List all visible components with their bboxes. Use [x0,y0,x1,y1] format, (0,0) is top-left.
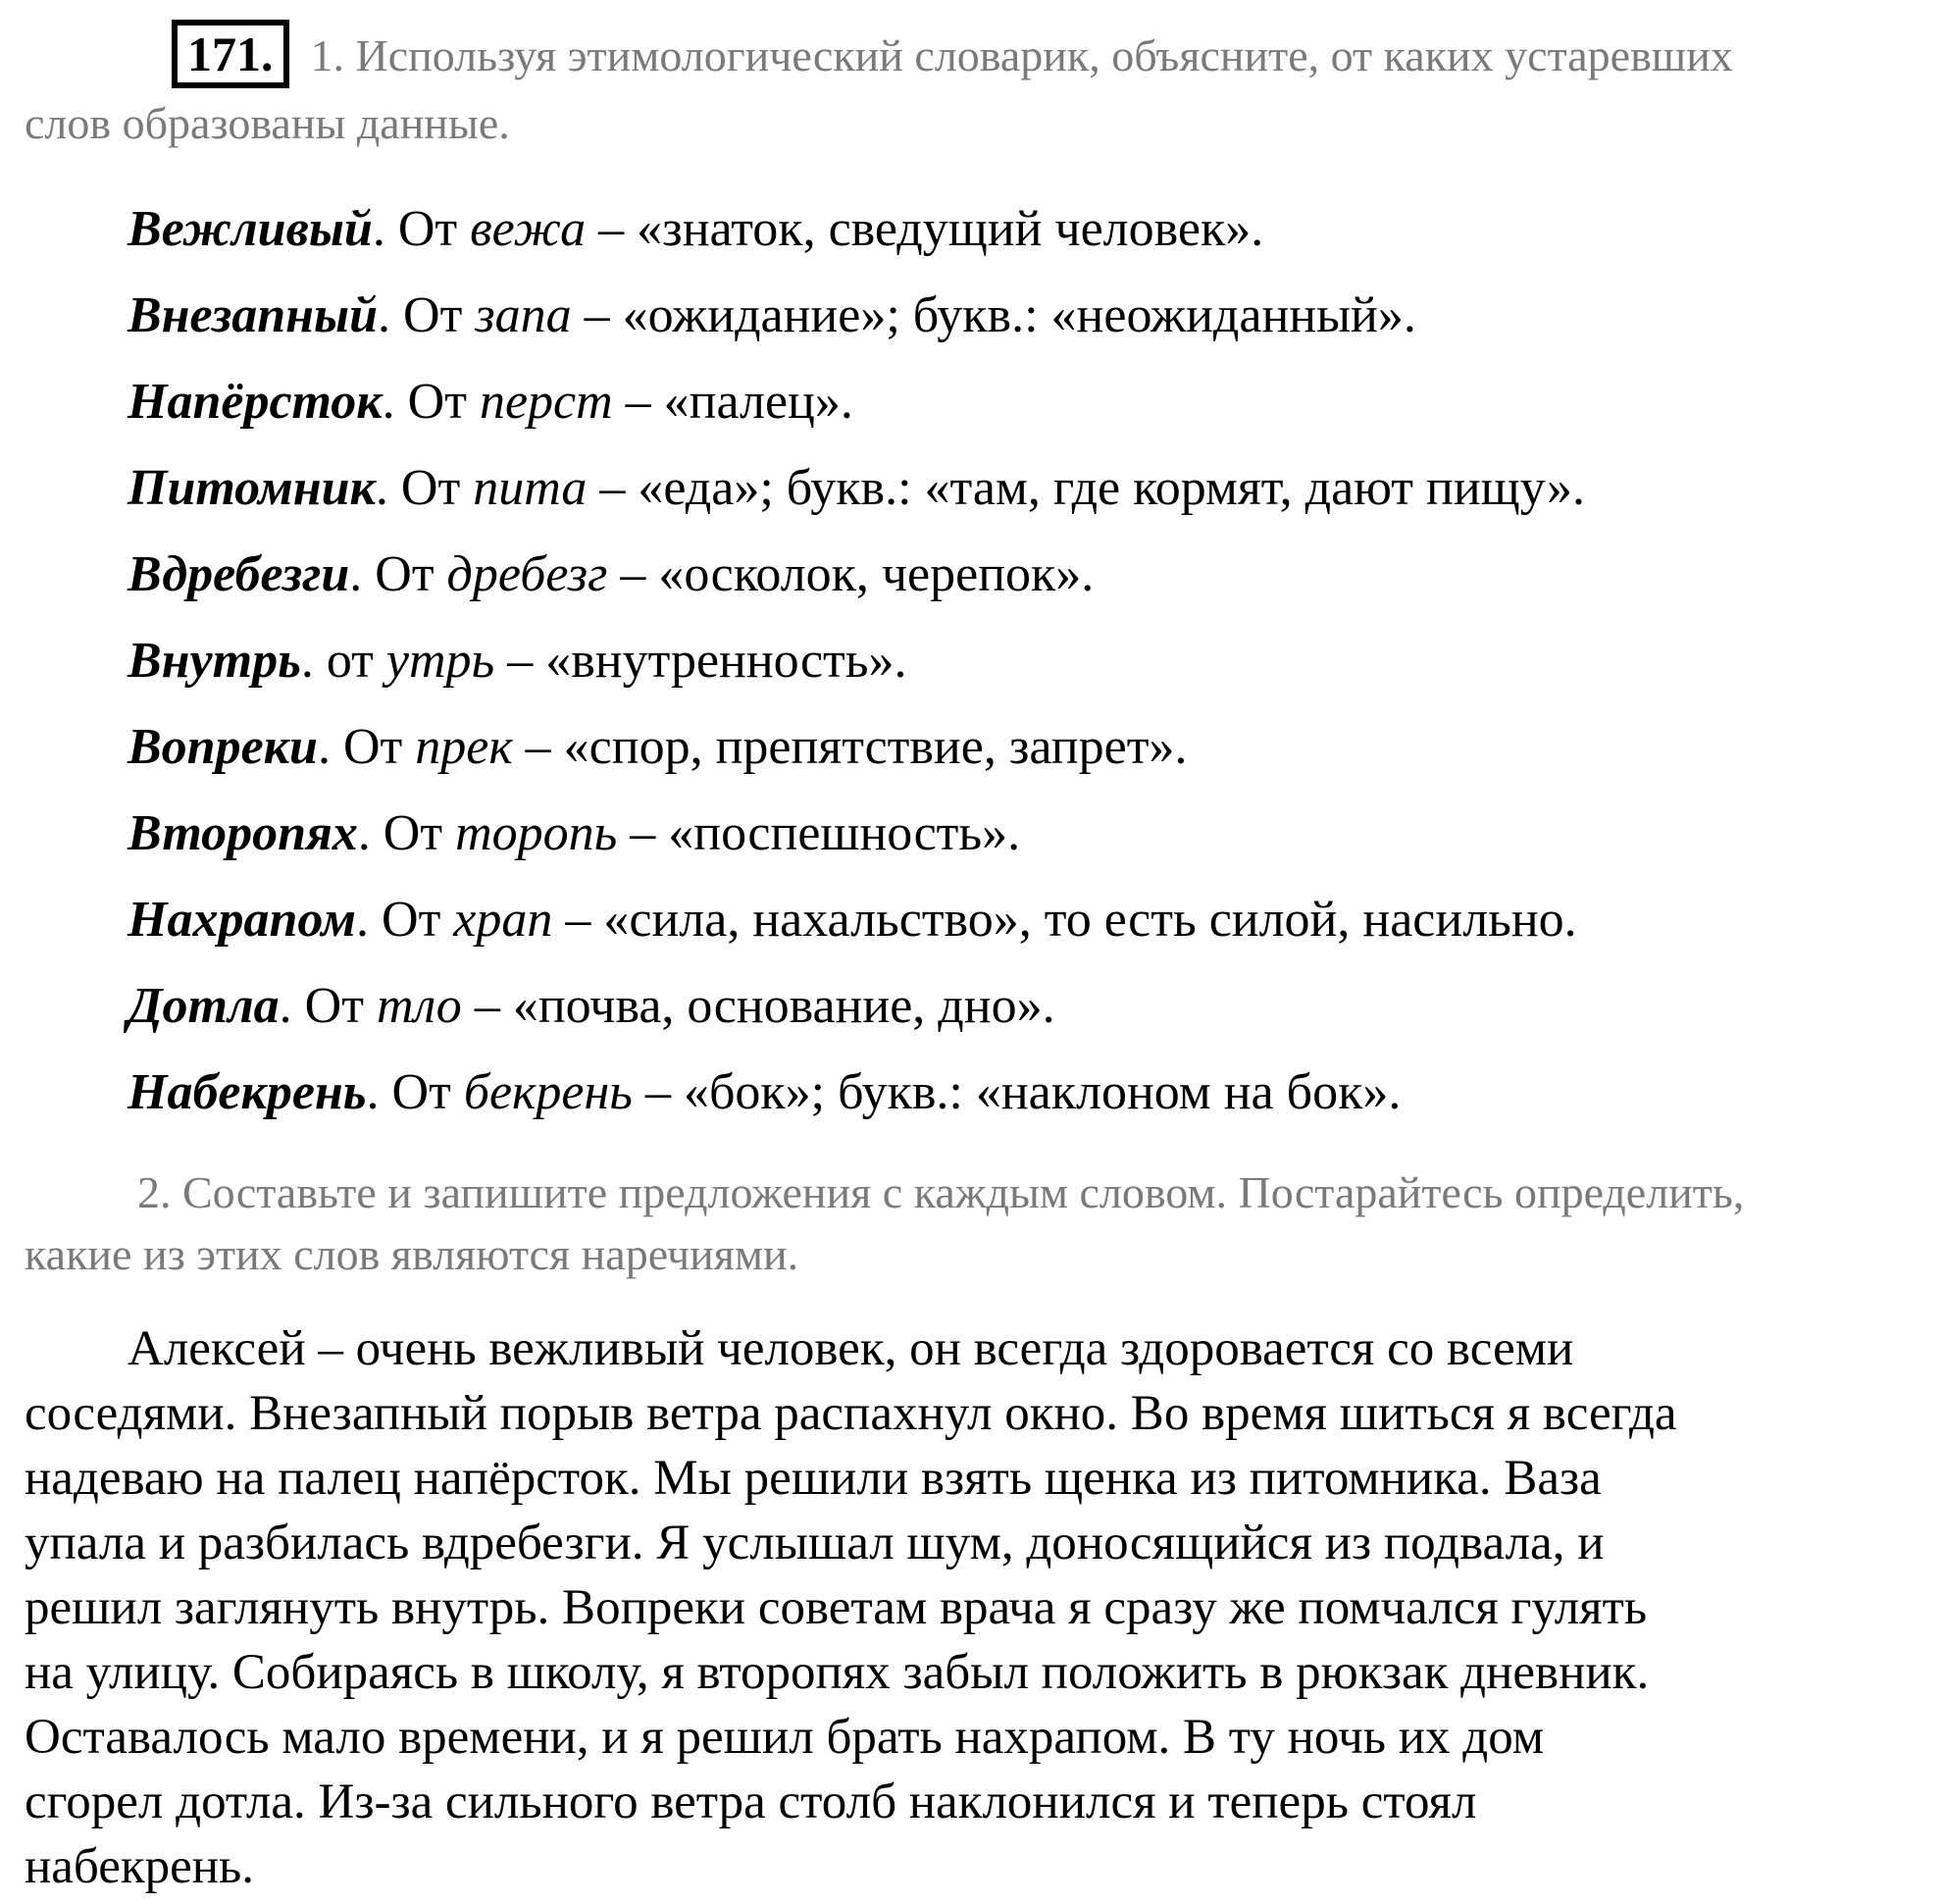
entry-dash: – [607,546,659,602]
entry-from-word: От [342,719,416,775]
answer-paragraph-line: на улицу. Собираясь в школу, я второпях забыл положить в рюкзак дневник. [25,1645,1650,1700]
textbook-page [25,20,1933,1899]
entry-meaning: «осколок, черепок». [658,546,1095,602]
entry-etymon: бекрень [463,1064,633,1120]
answer-paragraph-line: набекрень. [25,1839,255,1894]
entry-etymon: прек [415,719,513,775]
entry-dash: – [632,1064,684,1120]
entry-headword: Питомник [128,460,376,516]
entry-dash: – [617,805,669,861]
entry-from-word: От [400,460,474,516]
answer-paragraph-line: соседями. Внезапный порыв ветра распахнул окно. Во время шиться я всегда [25,1386,1677,1441]
entry-meaning: «спор, препятствие, запрет». [563,719,1188,775]
entry-separator: . [357,805,383,861]
entry-headword: Внезапный [128,287,379,343]
answer-paragraph-line: решил заглянуть внутрь. Вопреки советам врача я сразу же помчался гулять [25,1580,1648,1635]
entry-separator: . [382,374,408,430]
entry-dash: – [612,374,664,430]
entry-from-word: От [391,1064,464,1120]
entry-headword: Вопреки [128,719,318,775]
etymology-entry [25,963,1933,1050]
entry-headword: Дотла [128,978,280,1034]
entry-meaning: «почва, основание, дно». [512,978,1055,1034]
entry-etymon: запа [475,287,572,343]
entry-meaning: «знаток, сведущий человек». [637,201,1264,257]
entry-headword: Набекрень [128,1064,367,1120]
entry-headword: Нахрапом [128,892,357,948]
entry-etymon: дребезг [446,546,608,602]
entry-from-word: От [375,546,447,602]
entry-meaning: «внутренность». [545,633,907,689]
entry-headword: Вдребезги [128,546,350,602]
entry-etymon: тло [376,978,462,1034]
entry-from-word: От [382,892,454,948]
task1-line1 [172,20,1933,90]
entry-separator: . [349,546,376,602]
entry-meaning: «бок»; букв.: «наклоном на бок». [683,1064,1402,1120]
etymology-entry [25,618,1933,704]
entry-from-word: От [397,201,471,257]
answer-paragraph-line: сгорел дотла. Из-за сильного ветра столб наклонился и теперь стоял [25,1775,1477,1829]
entry-etymon: пита [473,460,588,516]
answer-paragraph-line: надеваю на палец напёрсток. Мы решили взять щенка из питомника. Ваза [25,1451,1602,1506]
task2-instruction-line1: 2. Составьте и запишите предложения с каждым словом. Постарайтесь определить, [137,1167,1745,1217]
entry-separator: . [378,287,404,343]
entry-etymon: перст [479,374,613,430]
answer-paragraph [25,1316,1933,1899]
entry-meaning: «сила, нахальство», то есть силой, насильно. [603,892,1577,948]
entry-separator: . [279,978,305,1034]
entry-dash: – [571,287,623,343]
task2-instruction-line2: какие из этих слов являются наречиями. [25,1229,799,1279]
etymology-entry [25,791,1933,877]
entry-etymon: вежа [470,201,587,257]
etymology-entries-list [25,186,1933,1136]
entry-meaning: «еда»; букв.: «там, где кормят, дают пищу». [638,460,1586,516]
entry-headword: Внутрь [128,633,301,689]
task1-instruction-line1: 1. Используя этимологический словарик, объясните, от каких устаревших [310,30,1733,80]
entry-meaning: «палец». [663,374,853,430]
entry-from-word: От [403,287,476,343]
task1-instruction-line2: слов образованы данные. [25,98,510,148]
entry-headword: Вежливый [128,201,373,257]
entry-from-word: От [304,978,377,1034]
exercise-number-box [172,20,289,88]
answer-paragraph-line: Алексей – очень вежливый человек, он всегда здоровается со всеми [128,1321,1574,1376]
etymology-entry [25,704,1933,791]
entry-dash: – [494,633,546,689]
entry-separator: . [356,892,383,948]
entry-dash: – [587,460,639,516]
etymology-entry [25,1050,1933,1136]
entry-etymon: утрь [385,633,495,689]
entry-dash: – [586,201,638,257]
entry-dash: – [512,719,564,775]
answer-paragraph-line: Оставалось мало времени, и я решил брать нахрапом. В ту ночь их дом [25,1710,1545,1765]
entry-meaning: «ожидание»; букв.: «неожиданный». [622,287,1416,343]
entry-from-word: От [383,805,456,861]
entry-separator: . [317,719,343,775]
entry-separator: . [375,460,401,516]
etymology-entry [25,186,1933,273]
etymology-entry [25,532,1933,618]
etymology-entry [25,877,1933,963]
etymology-entry [25,445,1933,532]
answer-paragraph-line: упала и разбилась вдребезги. Я услышал шум, доносящийся из подвала, и [25,1516,1605,1570]
task1-header [25,20,1933,153]
entry-etymon: храп [453,892,553,948]
entry-from-word: от [326,633,386,689]
exercise-number: 171. [187,26,274,81]
entry-from-word: От [407,374,480,430]
task2-header [25,1161,1933,1285]
etymology-entry [25,359,1933,445]
entry-separator: . [300,633,327,689]
entry-dash: – [552,892,604,948]
entry-meaning: «поспешность». [668,805,1021,861]
entry-separator: . [366,1064,392,1120]
entry-etymon: торопь [455,805,618,861]
etymology-entry [25,273,1933,359]
entry-headword: Напёрсток [128,374,383,430]
entry-headword: Второпях [128,805,358,861]
entry-separator: . [372,201,398,257]
entry-dash: – [461,978,513,1034]
